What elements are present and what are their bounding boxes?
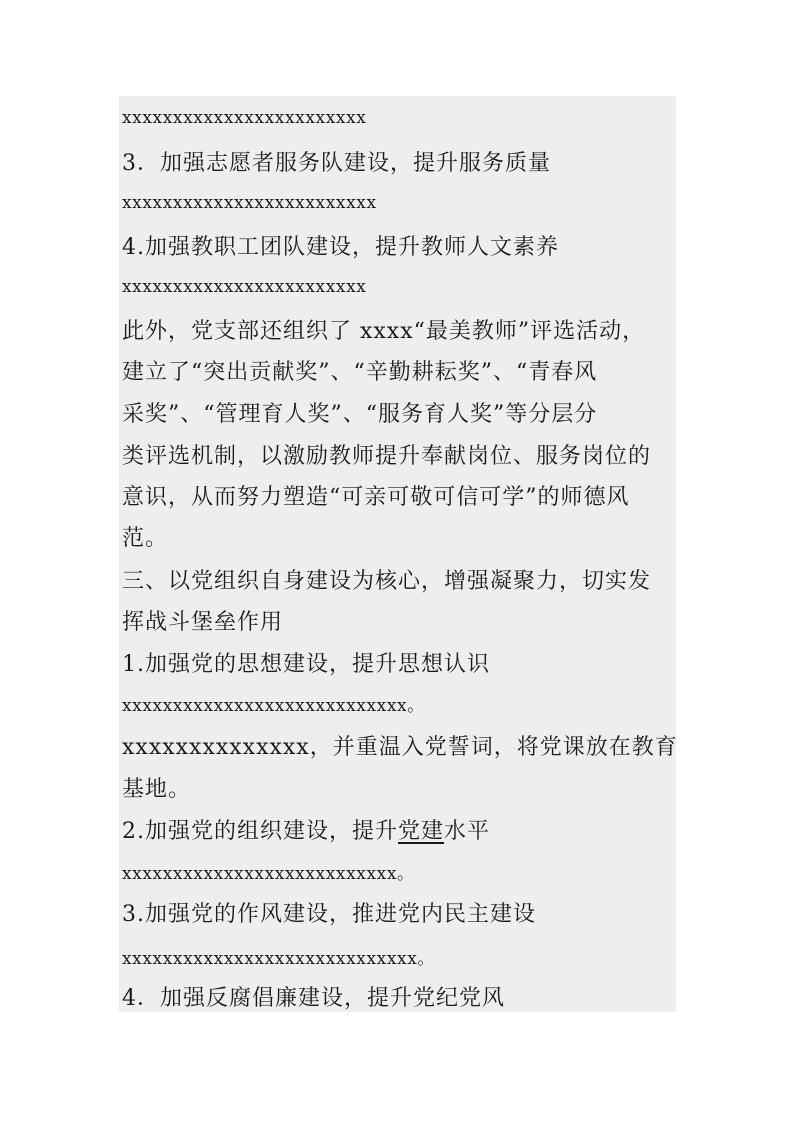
section-item-anti-corruption: 4．加强反腐倡廉建设，提升党纪党风 bbox=[122, 986, 505, 1011]
paragraph-line: 意识，从而努力塑造“可亲可敬可信可学”的师德风 bbox=[122, 485, 630, 510]
party-building-link[interactable]: 党建 bbox=[398, 819, 445, 844]
placeholder-text-line: xxxxxxxxxxxxxxxxxxxxxxxxxxxx。 bbox=[122, 696, 425, 716]
paragraph-line: xxxxxxxxxxxxxx，并重温入党誓词，将党课放在教育 bbox=[122, 735, 678, 760]
section-heading-three-cont: 挥战斗堡垒作用 bbox=[122, 610, 284, 635]
item-text-part: 水平 bbox=[444, 819, 491, 844]
placeholder-text-line: xxxxxxxxxxxxxxxxxxxxxxxx bbox=[122, 108, 367, 128]
placeholder-text-line: xxxxxxxxxxxxxxxxxxxxxxxxx bbox=[122, 193, 377, 213]
section-item-work-style: 3.加强党的作风建设，推进党内民主建设 bbox=[122, 902, 536, 927]
section-item-volunteer-team: 3．加强志愿者服务队建设，提升服务质量 bbox=[122, 151, 551, 176]
paragraph-line: 建立了“突出贡献奖”、“辛勤耕耘奖”、“青春风 bbox=[122, 360, 598, 385]
paragraph-line: 类评选机制，以激励教师提升奉献岗位、服务岗位的 bbox=[122, 444, 652, 469]
section-heading-three: 三、以党组织自身建设为核心，增强凝聚力，切实发 bbox=[122, 569, 652, 594]
paragraph-line: 基地。 bbox=[122, 777, 192, 802]
placeholder-text-line: xxxxxxxxxxxxxxxxxxxxxxxxxxx。 bbox=[122, 864, 415, 884]
placeholder-text-line: xxxxxxxxxxxxxxxxxxxxxxxx bbox=[122, 277, 367, 297]
section-item-staff-team: 4.加强教职工团队建设，提升教师人文素养 bbox=[122, 235, 559, 260]
section-item-organization-building bbox=[122, 814, 490, 845]
section-item-ideological-building: 1.加强党的思想建设，提升思想认识 bbox=[122, 652, 490, 677]
placeholder-text-line: xxxxxxxxxxxxxxxxxxxxxxxxxxxxx。 bbox=[122, 949, 436, 969]
item-text-part: 2.加强党的组织建设，提升 bbox=[122, 819, 398, 844]
paragraph-line: 采奖”、“管理育人奖”、“服务育人奖”等分层分 bbox=[122, 402, 598, 427]
paragraph-line: 此外，党支部还组织了 xxxx“最美教师”评选活动， bbox=[122, 319, 646, 344]
paragraph-line: 范。 bbox=[122, 526, 169, 551]
